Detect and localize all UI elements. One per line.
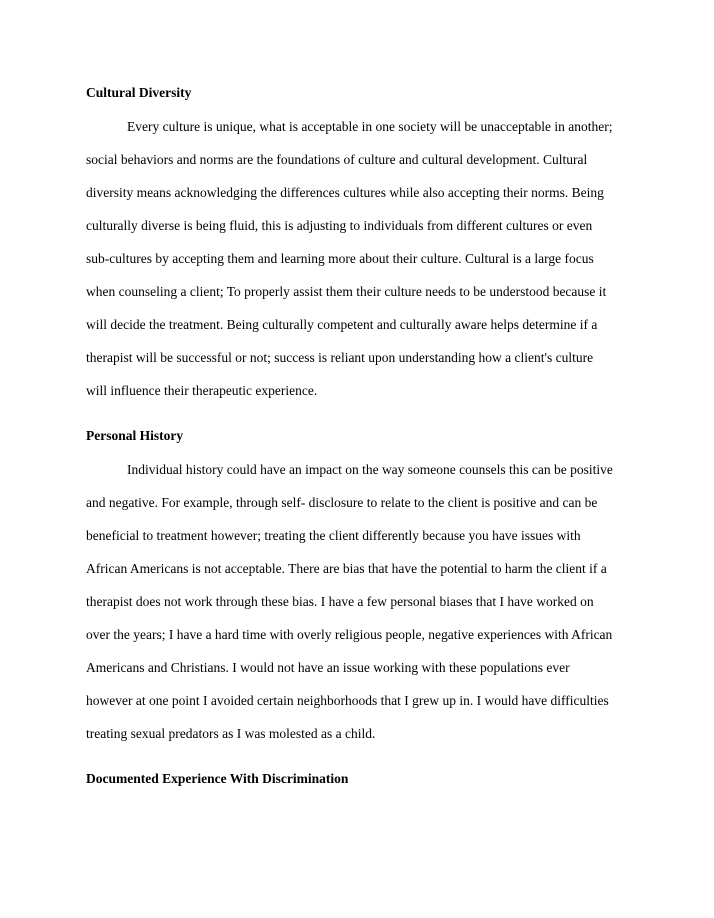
paragraph-line: therapist does not work through these bias. I have a few personal biases that I have worked on: [86, 594, 594, 609]
paragraph-line: Individual history could have an impact on the way someone counsels this can be positive: [127, 462, 613, 477]
paragraph-line: Americans and Christians. I would not have an issue working with these populations ever: [86, 660, 570, 675]
section-heading-personal-history: Personal History: [86, 428, 184, 443]
paragraph-cultural-diversity: [86, 110, 612, 407]
paragraph-line: diversity means acknowledging the differences cultures while also accepting their norms. Being: [86, 185, 604, 200]
section-heading-documented-experience: Documented Experience With Discrimination: [86, 771, 349, 786]
paragraph-line: and negative. For example, through self- disclosure to relate to the client is positive and can be: [86, 495, 598, 510]
paragraph-line: African Americans is not acceptable. There are bias that have the potential to harm the client if a: [86, 561, 607, 576]
paragraph-line: over the years; I have a hard time with overly religious people, negative experiences with African: [86, 627, 613, 642]
paragraph-line: culturally diverse is being fluid, this is adjusting to individuals from different cultures or even: [86, 218, 593, 233]
paragraph-line: treating sexual predators as I was molested as a child.: [86, 726, 376, 741]
section-heading-cultural-diversity: Cultural Diversity: [86, 85, 192, 100]
paragraph-line: when counseling a client; To properly assist them their culture needs to be understood because it: [86, 284, 607, 299]
paragraph-line: beneficial to treatment however; treating the client differently because you have issues with: [86, 528, 581, 543]
paragraph-line: sub-cultures by accepting them and learning more about their culture. Cultural is a large focus: [86, 251, 594, 266]
paragraph-line: social behaviors and norms are the foundations of culture and cultural development. Cultural: [86, 152, 588, 167]
paragraph-line: Every culture is unique, what is acceptable in one society will be unacceptable in another;: [127, 119, 613, 134]
paragraph-line: therapist will be successful or not; success is reliant upon understanding how a client's culture: [86, 350, 594, 365]
paragraph-line: however at one point I avoided certain neighborhoods that I grew up in. I would have difficulties: [86, 693, 609, 708]
paragraph-line: will decide the treatment. Being culturally competent and culturally aware helps determine if a: [86, 317, 598, 332]
paragraph-line: will influence their therapeutic experience.: [86, 383, 318, 398]
paragraph-personal-history: [86, 453, 613, 750]
